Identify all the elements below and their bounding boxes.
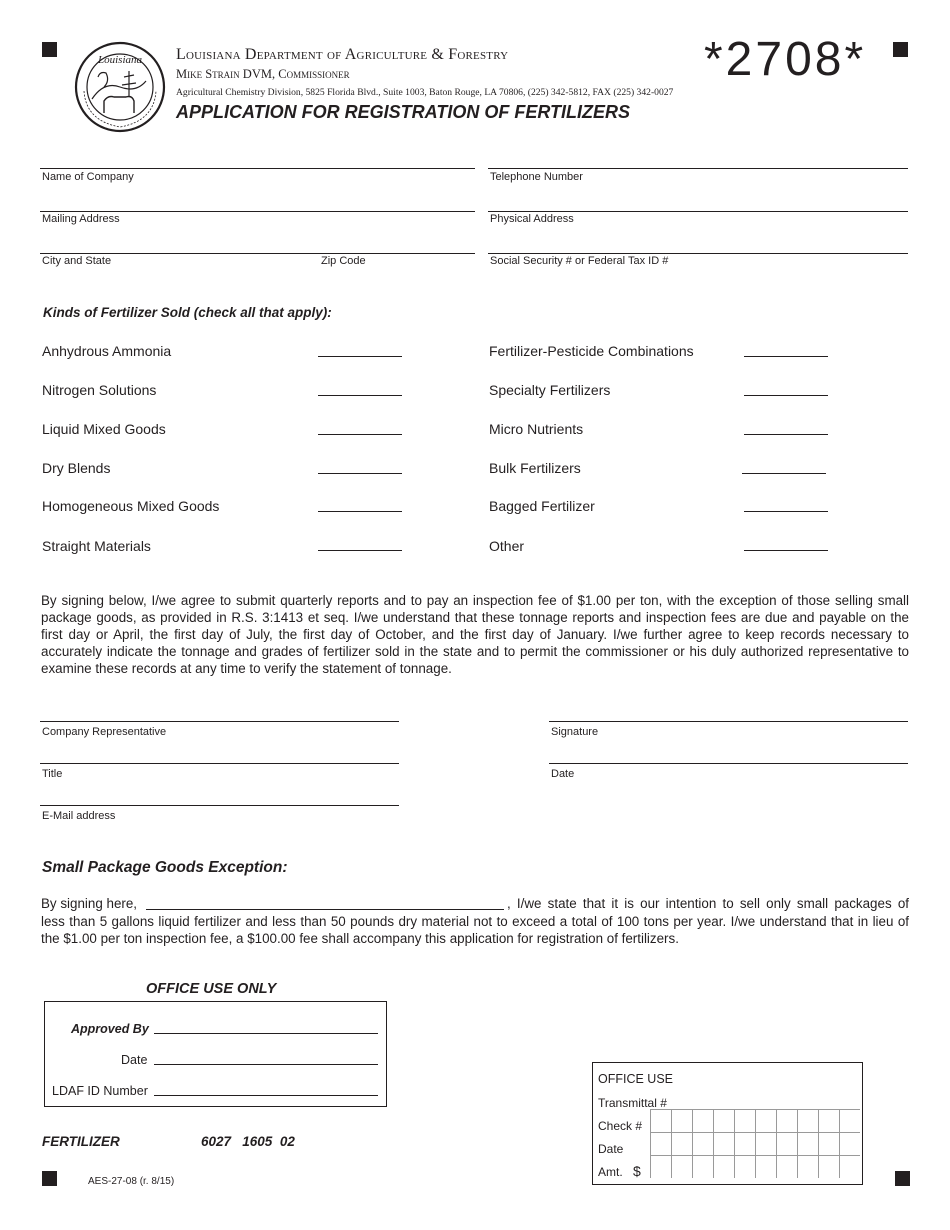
kind-check-line[interactable] — [744, 511, 828, 512]
grid-cell[interactable] — [818, 1155, 839, 1178]
form-title: APPLICATION FOR REGISTRATION OF FERTILIZERS — [176, 102, 630, 122]
kind-label: Specialty Fertilizers — [489, 382, 611, 398]
grid-cell[interactable] — [818, 1109, 839, 1132]
kind-check-line[interactable] — [744, 395, 828, 396]
fertilizer-footer-label: FERTILIZER — [42, 1134, 120, 1149]
grid-cell[interactable] — [734, 1109, 755, 1132]
transmittal-label: Transmittal # — [598, 1096, 667, 1110]
grid-cell[interactable] — [692, 1109, 713, 1132]
kinds-heading: Kinds of Fertilizer Sold (check all that apply): — [43, 305, 332, 320]
grid-cell[interactable] — [776, 1132, 797, 1155]
grid-cell[interactable] — [650, 1132, 671, 1155]
telephone-line[interactable] — [488, 168, 908, 169]
check-number-label: Check # — [598, 1119, 643, 1133]
approval-date-line[interactable] — [154, 1064, 378, 1065]
approved-by-line[interactable] — [154, 1033, 378, 1034]
commissioner-name: Mike Strain DVM, Commissioner — [176, 67, 350, 81]
company-name-line[interactable] — [40, 168, 475, 169]
kind-label: Other — [489, 538, 525, 554]
small-package-paragraph: less than 5 gallons liquid fertilizer and less than 50 pounds dry material not to exceed a total of 100 tons per year. I/we understand that in lieu of the $1.00 per ton inspection fee, a $100.00 fee shall accompany this application for registration of fertilizers. — [41, 914, 909, 946]
form-id: AES-27-08 (r. 8/15) — [88, 1176, 175, 1187]
tax-id-line[interactable] — [488, 253, 908, 254]
grid-cell[interactable] — [797, 1155, 818, 1178]
grid-cell[interactable] — [692, 1155, 713, 1178]
grid-cell[interactable] — [650, 1155, 671, 1178]
company-representative-label: Company Representative — [42, 726, 167, 738]
office-use-only-box — [44, 1001, 387, 1107]
kind-check-line[interactable] — [318, 511, 402, 512]
kind-check-line[interactable] — [744, 434, 828, 435]
department-name: Louisiana Department of Agriculture & Forestry — [176, 46, 509, 63]
grid-cell[interactable] — [776, 1109, 797, 1132]
seal-text: Louisiana — [97, 54, 143, 66]
kind-label: Straight Materials — [42, 538, 151, 554]
date-label: Date — [551, 768, 575, 780]
kind-label: Nitrogen Solutions — [42, 382, 157, 398]
small-package-prefix: By signing here, — [41, 896, 138, 911]
ldaf-id-line[interactable] — [154, 1095, 378, 1096]
kind-check-line[interactable] — [744, 356, 828, 357]
city-state-label: City and State — [42, 255, 112, 267]
email-label: E-Mail address — [42, 810, 116, 822]
ldaf-id-label: LDAF ID Number — [52, 1084, 148, 1098]
grid-cell[interactable] — [671, 1155, 692, 1178]
grid-cell[interactable] — [671, 1109, 692, 1132]
mailing-address-line[interactable] — [40, 211, 475, 212]
mailing-address-label: Mailing Address — [42, 213, 120, 225]
kind-label: Bagged Fertilizer — [489, 498, 595, 514]
company-name-label: Name of Company — [42, 171, 134, 183]
grid-cell[interactable] — [818, 1132, 839, 1155]
zip-code-label: Zip Code — [321, 255, 366, 267]
title-label: Title — [42, 768, 63, 780]
form-number: *2708* — [704, 33, 867, 86]
kind-check-line[interactable] — [318, 550, 402, 551]
city-state-zip-line[interactable] — [40, 253, 475, 254]
grid-cell[interactable] — [713, 1132, 734, 1155]
grid-cell[interactable] — [776, 1155, 797, 1178]
telephone-label: Telephone Number — [490, 171, 583, 183]
office-use-only-heading: OFFICE USE ONLY — [146, 981, 277, 997]
department-seal-logo — [74, 41, 166, 133]
physical-address-line[interactable] — [488, 211, 908, 212]
amount-label: Amt. — [598, 1165, 623, 1179]
small-package-heading: Small Package Goods Exception: — [42, 859, 288, 876]
title-line[interactable] — [40, 763, 399, 764]
division-address: Agricultural Chemistry Division, 5825 Florida Blvd., Suite 1003, Baton Rouge, LA 70806, (225) 342-5812, FAX (225) 342-0027 — [176, 87, 674, 98]
kind-check-line[interactable] — [318, 395, 402, 396]
kind-label: Micro Nutrients — [489, 421, 584, 437]
kind-check-line[interactable] — [318, 473, 402, 474]
grid-cell[interactable] — [734, 1132, 755, 1155]
kind-check-line[interactable] — [318, 356, 402, 357]
grid-cell[interactable] — [839, 1155, 860, 1178]
kind-check-line[interactable] — [318, 434, 402, 435]
tax-id-label: Social Security # or Federal Tax ID # — [490, 255, 669, 267]
signature-line[interactable] — [549, 721, 908, 722]
office-use-grid — [592, 1062, 863, 1185]
kind-check-line[interactable] — [742, 473, 826, 474]
date-line[interactable] — [549, 763, 908, 764]
grid-cell[interactable] — [692, 1132, 713, 1155]
company-representative-line[interactable] — [40, 721, 399, 722]
kind-label: Bulk Fertilizers — [489, 460, 581, 476]
physical-address-label: Physical Address — [490, 213, 574, 225]
small-package-signature-line[interactable] — [146, 909, 504, 910]
kind-label: Anhydrous Ammonia — [42, 343, 172, 359]
grid-cell[interactable] — [797, 1109, 818, 1132]
grid-cell[interactable] — [734, 1155, 755, 1178]
grid-cell[interactable] — [713, 1109, 734, 1132]
grid-cell[interactable] — [839, 1132, 860, 1155]
registration-mark-top-left — [42, 42, 57, 57]
kind-label: Homogeneous Mixed Goods — [42, 498, 220, 514]
registration-mark-bottom-left — [42, 1171, 57, 1186]
fertilizer-codes: 6027 1605 02 — [201, 1134, 295, 1149]
grid-cell[interactable] — [755, 1109, 776, 1132]
small-package-line1: , I/we state that it is our intention to sell only small packages of — [507, 896, 909, 911]
grid-cell[interactable] — [650, 1109, 671, 1132]
dollar-sign: $ — [633, 1163, 641, 1179]
email-line[interactable] — [40, 805, 399, 806]
grid-cell[interactable] — [797, 1132, 818, 1155]
kind-label: Dry Blends — [42, 460, 111, 476]
grid-cell[interactable] — [755, 1132, 776, 1155]
grid-cell[interactable] — [671, 1132, 692, 1155]
kind-check-line[interactable] — [744, 550, 828, 551]
grid-cell[interactable] — [713, 1155, 734, 1178]
kind-label: Liquid Mixed Goods — [42, 421, 166, 437]
office-use-grid-title: OFFICE USE — [598, 1072, 674, 1086]
kind-label: Fertilizer-Pesticide Combinations — [489, 343, 694, 359]
registration-mark-top-right — [893, 42, 908, 57]
approval-date-label: Date — [121, 1053, 148, 1067]
signature-label: Signature — [551, 726, 599, 738]
grid-cell[interactable] — [755, 1155, 776, 1178]
registration-mark-bottom-right — [895, 1171, 910, 1186]
grid-cell[interactable] — [839, 1109, 860, 1132]
agreement-paragraph: By signing below, I/we agree to submit quarterly reports and to pay an inspection fee of $1.00 per ton, with the exception of those selling small package goods, as provided in R.S. 3:1413 et seq. I/we understand that these tonnage reports and inspection fees are due and payable on the first day or April, the first day of July, the first day of October, and the first day of January. I/we further agree to keep records necessary to accurately indicate the tonnage and grades of fertilizer sold in the state and to permit the commissioner or his duly authorized representative to examine these records at any time to verify the statement of tonnage. — [41, 593, 909, 676]
grid-date-label: Date — [598, 1142, 624, 1156]
approved-by-label: Approved By — [71, 1022, 149, 1036]
